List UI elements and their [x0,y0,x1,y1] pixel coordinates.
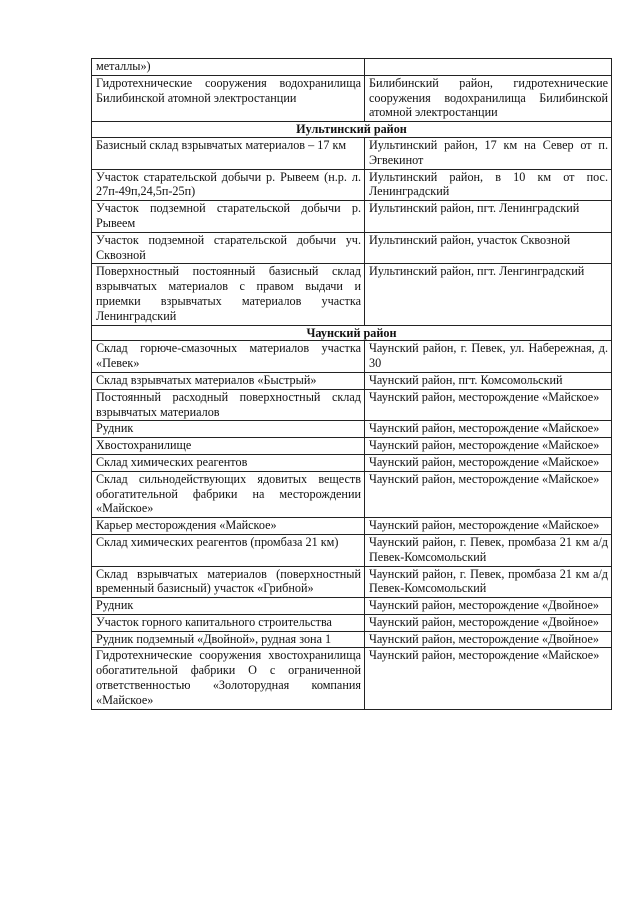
location-cell: Чаунский район, г. Певек, промбаза 21 км а/д Певек-Комсомольский [365,534,612,566]
table-row [92,518,612,535]
location-cell: Чаунский район, месторождение «Майское» [365,438,612,455]
object-name-cell: Постоянный расходный поверхностный склад взрывчатых материалов [92,389,365,421]
location-cell: Билибинский район, гидротехнические сооружения водохранилища Билибинской атомной электростанции [365,75,612,121]
table-row [92,341,612,373]
table-row [92,598,612,615]
table-row [92,137,612,169]
object-name-cell: Поверхностный постоянный базисный склад взрывчатых материалов с правом выдачи и приемки взрывчатых материалов участка Ленинградский [92,264,365,325]
table-row [92,59,612,76]
object-name-cell: Карьер месторождения «Майское» [92,518,365,535]
table-row [92,75,612,121]
region-header-row [92,325,612,341]
object-name-cell: Склад взрывчатых материалов (поверхностный временный базисный) участок «Грибной» [92,566,365,598]
location-cell: Чаунский район, месторождение «Майское» [365,421,612,438]
region-header-row [92,122,612,138]
location-cell: Чаунский район, месторождение «Двойное» [365,614,612,631]
table-row [92,201,612,233]
location-cell [365,59,612,76]
location-cell: Чаунский район, месторождение «Майское» [365,454,612,471]
region-title: Чаунский район [92,325,612,341]
object-name-cell: Склад химических реагентов [92,454,365,471]
object-name-cell: Рудник [92,598,365,615]
table-row [92,566,612,598]
object-name-cell: Хвостохранилище [92,438,365,455]
object-name-cell: Базисный склад взрывчатых материалов – 17 км [92,137,365,169]
table-row [92,454,612,471]
table-row [92,471,612,517]
location-cell: Иультинский район, участок Сквозной [365,232,612,264]
object-name-cell: Склад сильнодействующих ядовитых веществ обогатительной фабрики на месторождении «Майское» [92,471,365,517]
location-cell: Иультинский район, 17 км на Север от п. Эгвекинот [365,137,612,169]
object-name-cell: Гидротехнические сооружения хвостохранилища обогатительной фабрики О с ограниченной ответственностью «Золоторудная компания «Майское» [92,648,365,709]
object-name-cell: Склад химических реагентов (промбаза 21 км) [92,534,365,566]
object-name-cell: Рудник [92,421,365,438]
table-row [92,438,612,455]
location-cell: Иультинский район, пгт. Ленгинградский [365,264,612,325]
location-cell: Чаунский район, месторождение «Двойное» [365,631,612,648]
object-name-cell: Участок подземной старательской добычи уч. Сквозной [92,232,365,264]
object-name-cell: Склад горюче-смазочных материалов участка «Певек» [92,341,365,373]
table-row [92,421,612,438]
objects-table [91,58,612,710]
object-name-cell: Рудник подземный «Двойной», рудная зона 1 [92,631,365,648]
location-cell: Чаунский район, г. Певек, промбаза 21 км а/д Певек-Комсомольский [365,566,612,598]
object-name-cell: Гидротехнические сооружения водохранилища Билибинской атомной электростанции [92,75,365,121]
location-cell: Чаунский район, месторождение «Двойное» [365,598,612,615]
table-row [92,648,612,709]
table-row [92,232,612,264]
table-row [92,264,612,325]
object-name-cell: металлы») [92,59,365,76]
location-cell: Чаунский район, г. Певек, ул. Набережная, д. 30 [365,341,612,373]
location-cell: Чаунский район, пгт. Комсомольский [365,372,612,389]
location-cell: Чаунский район, месторождение «Майское» [365,648,612,709]
table-row [92,614,612,631]
table-row [92,534,612,566]
table-row [92,169,612,201]
object-name-cell: Участок подземной старательской добычи р. Рывеем [92,201,365,233]
object-name-cell: Участок старательской добычи р. Рывеем (н.р. л. 27п-49п,24,5п-25п) [92,169,365,201]
table-row [92,372,612,389]
object-name-cell: Участок горного капитального строительства [92,614,365,631]
location-cell: Чаунский район, месторождение «Майское» [365,518,612,535]
table-row [92,389,612,421]
location-cell: Чаунский район, месторождение «Майское» [365,471,612,517]
object-name-cell: Склад взрывчатых материалов «Быстрый» [92,372,365,389]
region-title: Иультинский район [92,122,612,138]
location-cell: Иультинский район, в 10 км от пос. Ленинградский [365,169,612,201]
table-row [92,631,612,648]
location-cell: Иультинский район, пгт. Ленинградский [365,201,612,233]
location-cell: Чаунский район, месторождение «Майское» [365,389,612,421]
